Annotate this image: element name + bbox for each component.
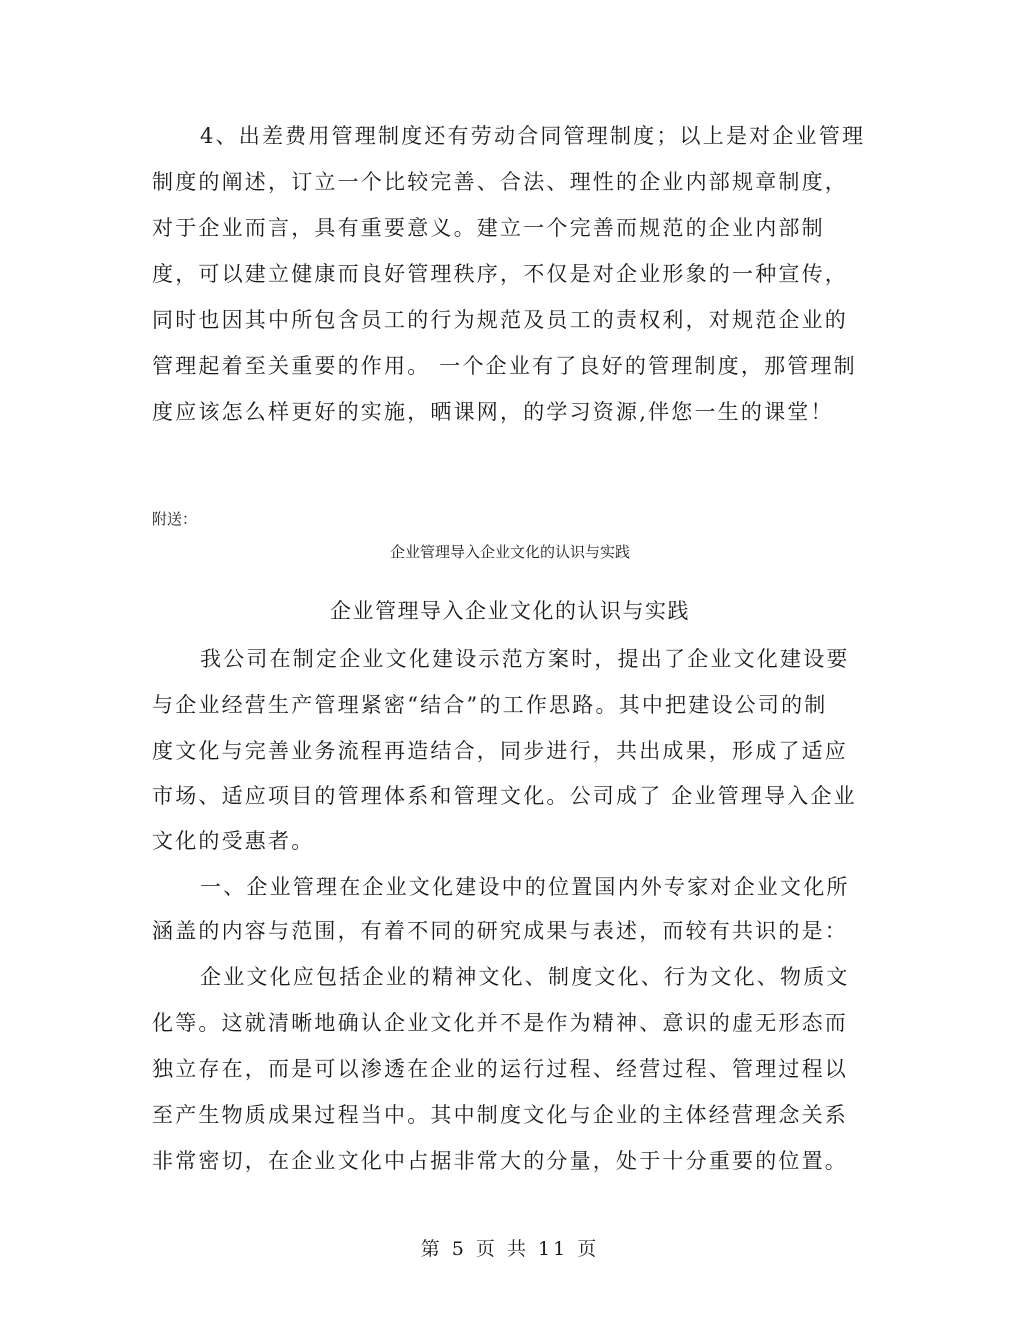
- paragraph-4-line-3: 独立存在，而是可以渗透在企业的运行过程、经营过程、管理过程以: [152, 1057, 848, 1081]
- paragraph-4-line-2: 化等。这就清晰地确认企业文化并不是作为精神、意识的虚无形态而: [152, 1011, 848, 1035]
- paragraph-1-line-3: 对于企业而言，具有重要意义。建立一个完善而规范的企业内部制: [152, 216, 825, 240]
- appendix-small-title: 企业管理导入企业文化的认识与实践: [389, 543, 630, 561]
- paragraph-4-line-4: 至产生物质成果过程当中。其中制度文化与企业的主体经营理念关系: [152, 1103, 848, 1127]
- paragraph-1-line-2: 制度的阐述，订立一个比较完善、合法、理性的企业内部规章制度，: [152, 170, 848, 194]
- paragraph-4-line-5: 非常密切，在企业文化中占据非常大的分量，处于十分重要的位置。: [152, 1149, 848, 1173]
- article-title: 企业管理导入企业文化的认识与实践: [330, 599, 690, 623]
- paragraph-4-line-1: 企业文化应包括企业的精神文化、制度文化、行为文化、物质文: [200, 965, 850, 989]
- paragraph-1-line-5: 同时也因其中所包含员工的行为规范及员工的责权利，对规范企业的: [152, 308, 848, 332]
- page-number-footer: 第 5 页 共 11 页: [420, 1238, 600, 1260]
- paragraph-3-line-1: 一、企业管理在企业文化建设中的位置国内外专家对企业文化所: [200, 875, 850, 899]
- paragraph-2-line-1: 我公司在制定企业文化建设示范方案时，提出了企业文化建设要: [200, 647, 850, 671]
- paragraph-2-line-4: 市场、适应项目的管理体系和管理文化。公司成了 企业管理导入企业: [152, 784, 857, 808]
- appendix-label: 附送：: [152, 510, 198, 528]
- paragraph-1-line-4: 度，可以建立健康而良好管理秩序，不仅是对企业形象的一种宣传，: [152, 262, 848, 286]
- paragraph-1-line-1: 4、出差费用管理制度还有劳动合同管理制度；以上是对企业管理: [200, 124, 866, 148]
- paragraph-2-line-3: 度文化与完善业务流程再造结合，同步进行，共出成果，形成了适应: [152, 739, 848, 763]
- paragraph-3-line-2: 涵盖的内容与范围，有着不同的研究成果与表述，而较有共识的是：: [152, 919, 848, 943]
- paragraph-1-line-7: 度应该怎么样更好的实施，晒课网，的学习资源,伴您一生的课堂！: [152, 400, 834, 424]
- paragraph-2-line-5: 文化的受惠者。: [152, 829, 315, 853]
- paragraph-1-line-6: 管理起着至关重要的作用。 一个企业有了良好的管理制度，那管理制: [152, 354, 857, 378]
- paragraph-2-line-2: 与企业经营生产管理紧密“结合”的工作思路。其中把建设公司的制: [152, 693, 828, 717]
